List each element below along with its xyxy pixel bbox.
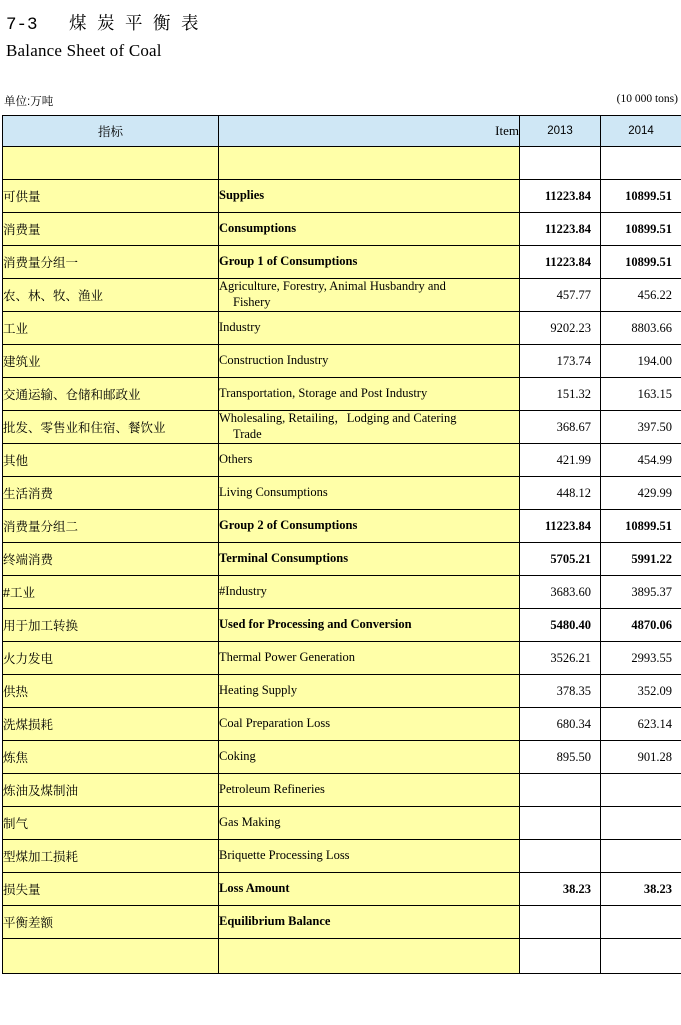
spacer-cell	[520, 147, 601, 180]
table-row	[3, 279, 681, 312]
table-row	[3, 675, 681, 708]
row-indicator-cn: 消费量分组二	[3, 510, 219, 543]
unit-label-en: (10 000 tons)	[617, 93, 678, 105]
filler-cell	[219, 939, 520, 974]
row-value-2013: 11223.84	[520, 246, 601, 279]
row-item-en: Briquette Processing Loss	[219, 840, 520, 873]
row-value-2013: 680.34	[520, 708, 601, 741]
row-item-en: Equilibrium Balance	[219, 906, 520, 939]
row-value-2013: 368.67	[520, 411, 601, 444]
row-value-2013: 5705.21	[520, 543, 601, 576]
table-row	[3, 609, 681, 642]
table-row	[3, 180, 681, 213]
table-row	[3, 774, 681, 807]
row-indicator-cn: 用于加工转换	[3, 609, 219, 642]
table-row	[3, 246, 681, 279]
row-value-2014: 454.99	[601, 444, 681, 477]
row-item-en: Consumptions	[219, 213, 520, 246]
table-row	[3, 345, 681, 378]
row-item-en: Terminal Consumptions	[219, 543, 520, 576]
row-item-en: Transportation, Storage and Post Industry	[219, 378, 520, 411]
table-row	[3, 444, 681, 477]
row-value-2014: 10899.51	[601, 213, 681, 246]
column-header-item: Item	[219, 116, 520, 147]
row-item-en: Construction Industry	[219, 345, 520, 378]
row-item-en: Group 1 of Consumptions	[219, 246, 520, 279]
spacer-cell	[219, 147, 520, 180]
row-indicator-cn: 生活消费	[3, 477, 219, 510]
row-value-2013: 895.50	[520, 741, 601, 774]
table-row	[3, 873, 681, 906]
row-value-2014: 10899.51	[601, 246, 681, 279]
table-row	[3, 510, 681, 543]
row-value-2014: 429.99	[601, 477, 681, 510]
row-indicator-cn: 损失量	[3, 873, 219, 906]
row-value-2014: 5991.22	[601, 543, 681, 576]
filler-cell	[3, 939, 219, 974]
row-item-en: Coal Preparation Loss	[219, 708, 520, 741]
unit-row	[0, 93, 681, 109]
column-header-year-2014: 2014	[601, 116, 681, 147]
row-indicator-cn: 消费量分组一	[3, 246, 219, 279]
balance-sheet-table	[2, 115, 681, 974]
table-body	[3, 147, 681, 974]
row-indicator-cn: 炼焦	[3, 741, 219, 774]
table-row	[3, 741, 681, 774]
table-header-row	[3, 116, 681, 147]
table-row	[3, 543, 681, 576]
row-value-2014	[601, 807, 681, 840]
row-item-en: Coking	[219, 741, 520, 774]
table-row	[3, 642, 681, 675]
row-indicator-cn: 火力发电	[3, 642, 219, 675]
row-value-2013: 421.99	[520, 444, 601, 477]
table-row	[3, 840, 681, 873]
row-item-en: Industry	[219, 312, 520, 345]
row-value-2014: 194.00	[601, 345, 681, 378]
row-value-2014	[601, 906, 681, 939]
row-indicator-cn: 农、林、牧、渔业	[3, 279, 219, 312]
row-value-2013: 3526.21	[520, 642, 601, 675]
filler-cell	[601, 939, 681, 974]
row-value-2013: 457.77	[520, 279, 601, 312]
spacer-cell	[3, 147, 219, 180]
row-item-en: Used for Processing and Conversion	[219, 609, 520, 642]
table-row	[3, 378, 681, 411]
row-item-en: Others	[219, 444, 520, 477]
row-item-en: Supplies	[219, 180, 520, 213]
row-value-2014: 8803.66	[601, 312, 681, 345]
row-value-2014: 352.09	[601, 675, 681, 708]
row-value-2014: 901.28	[601, 741, 681, 774]
row-indicator-cn: 制气	[3, 807, 219, 840]
row-value-2014: 4870.06	[601, 609, 681, 642]
filler-cell	[520, 939, 601, 974]
table-row	[3, 213, 681, 246]
table-row	[3, 312, 681, 345]
table-row	[3, 807, 681, 840]
row-item-en: #Industry	[219, 576, 520, 609]
row-item-en: Loss Amount	[219, 873, 520, 906]
row-value-2013: 38.23	[520, 873, 601, 906]
row-value-2014	[601, 774, 681, 807]
column-header-year-2013: 2013	[520, 116, 601, 147]
row-value-2014	[601, 840, 681, 873]
row-value-2013	[520, 774, 601, 807]
page-title-en: Balance Sheet of Coal	[6, 41, 681, 61]
row-value-2014: 623.14	[601, 708, 681, 741]
row-value-2013	[520, 807, 601, 840]
row-value-2013: 9202.23	[520, 312, 601, 345]
row-indicator-cn: 终端消费	[3, 543, 219, 576]
row-item-en: Petroleum Refineries	[219, 774, 520, 807]
table-bottom-filler	[3, 939, 681, 974]
row-value-2013: 11223.84	[520, 213, 601, 246]
row-indicator-cn: 洗煤损耗	[3, 708, 219, 741]
row-indicator-cn: 交通运输、仓储和邮政业	[3, 378, 219, 411]
row-indicator-cn: 工业	[3, 312, 219, 345]
document-page	[0, 10, 681, 1025]
row-item-en: Agriculture, Forestry, Animal Husbandry and Fishery	[219, 279, 520, 312]
table-row	[3, 576, 681, 609]
row-value-2013	[520, 840, 601, 873]
row-item-en: Living Consumptions	[219, 477, 520, 510]
column-header-indicator: 指标	[3, 116, 219, 147]
row-indicator-cn: 其他	[3, 444, 219, 477]
row-item-en: Gas Making	[219, 807, 520, 840]
row-value-2014: 163.15	[601, 378, 681, 411]
row-item-en: Heating Supply	[219, 675, 520, 708]
table-row	[3, 708, 681, 741]
row-value-2013: 5480.40	[520, 609, 601, 642]
row-value-2013: 11223.84	[520, 180, 601, 213]
page-title-cn: 7-3 煤 炭 平 衡 表	[6, 10, 681, 35]
row-value-2014: 397.50	[601, 411, 681, 444]
row-item-en: Thermal Power Generation	[219, 642, 520, 675]
row-value-2014: 2993.55	[601, 642, 681, 675]
row-value-2014: 456.22	[601, 279, 681, 312]
row-indicator-cn: 平衡差额	[3, 906, 219, 939]
table-row	[3, 411, 681, 444]
row-indicator-cn: 建筑业	[3, 345, 219, 378]
table-header	[3, 116, 681, 147]
table-row	[3, 477, 681, 510]
table-row	[3, 906, 681, 939]
row-value-2013: 11223.84	[520, 510, 601, 543]
row-value-2014: 10899.51	[601, 180, 681, 213]
row-value-2013	[520, 906, 601, 939]
row-indicator-cn: 型煤加工损耗	[3, 840, 219, 873]
spacer-cell	[601, 147, 681, 180]
row-value-2013: 378.35	[520, 675, 601, 708]
row-value-2013: 173.74	[520, 345, 601, 378]
row-value-2013: 448.12	[520, 477, 601, 510]
row-indicator-cn: #工业	[3, 576, 219, 609]
row-indicator-cn: 批发、零售业和住宿、餐饮业	[3, 411, 219, 444]
row-item-en: Wholesaling, Retailing，Lodging and Catering Trade	[219, 411, 520, 444]
row-indicator-cn: 消费量	[3, 213, 219, 246]
unit-label-cn: 单位:万吨	[4, 93, 53, 109]
row-value-2014: 3895.37	[601, 576, 681, 609]
row-indicator-cn: 可供量	[3, 180, 219, 213]
row-value-2013: 3683.60	[520, 576, 601, 609]
row-indicator-cn: 炼油及煤制油	[3, 774, 219, 807]
table-spacer-row	[3, 147, 681, 180]
row-indicator-cn: 供热	[3, 675, 219, 708]
row-value-2013: 151.32	[520, 378, 601, 411]
row-value-2014: 10899.51	[601, 510, 681, 543]
row-value-2014: 38.23	[601, 873, 681, 906]
row-item-en: Group 2 of Consumptions	[219, 510, 520, 543]
